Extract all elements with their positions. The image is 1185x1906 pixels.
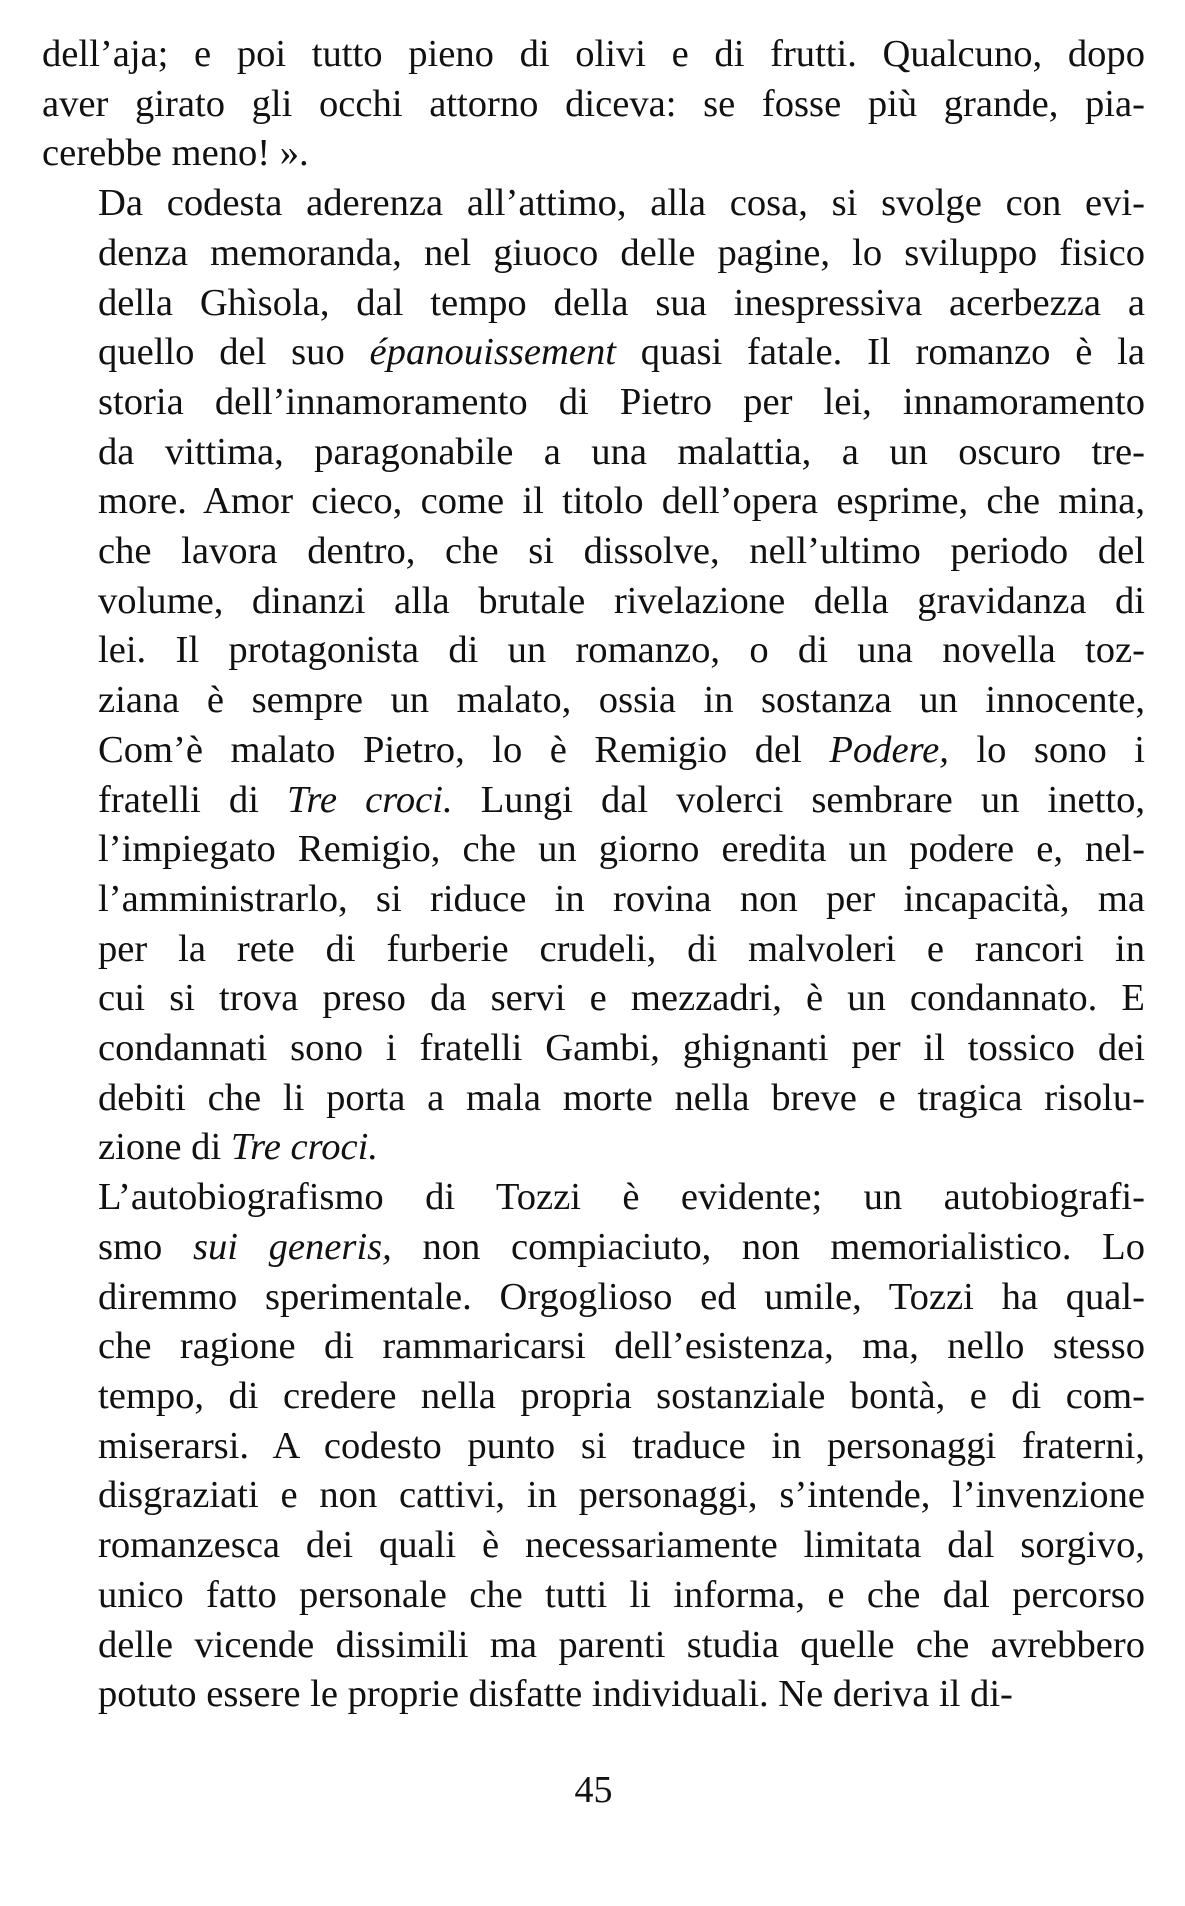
text-segment: lei. Il protagonista di un romanzo, o di una novella toz- bbox=[98, 629, 1145, 672]
text-segment: ziana è sempre un malato, ossia in sostanza un innocente, bbox=[98, 679, 1145, 722]
text-line bbox=[42, 577, 1145, 627]
page-body-text bbox=[42, 30, 1145, 1720]
paragraph bbox=[42, 1173, 1145, 1720]
text-segment: smo bbox=[98, 1225, 193, 1268]
text-line bbox=[42, 925, 1145, 975]
italic-text: Podere, bbox=[829, 728, 949, 771]
text-segment: romanzesca dei quali è necessariamente limitata dal sorgivo, bbox=[98, 1524, 1145, 1567]
text-segment: unico fatto personale che tutti li informa, e che dal percorso bbox=[98, 1573, 1145, 1616]
text-line bbox=[42, 179, 1145, 229]
text-segment: fratelli di bbox=[98, 778, 288, 821]
text-line bbox=[42, 80, 1145, 130]
text-segment: non compiaciuto, non memorialistico. Lo bbox=[391, 1225, 1145, 1268]
italic-text: sui generis, bbox=[192, 1225, 392, 1268]
text-segment: storia dell’innamoramento di Pietro per lei, innamoramento bbox=[98, 380, 1145, 423]
text-segment: dell’aja; e poi tutto pieno di olivi e di frutti. Qualcuno, dopo bbox=[42, 33, 1145, 75]
text-line bbox=[42, 1322, 1145, 1372]
text-line bbox=[42, 1372, 1145, 1422]
paragraph bbox=[42, 179, 1145, 1173]
text-segment: lo sono i bbox=[948, 728, 1145, 771]
text-segment: cerebbe meno! ». bbox=[42, 132, 309, 175]
text-segment: condannati sono i fratelli Gambi, ghignanti per il tossico dei bbox=[98, 1027, 1145, 1070]
text-segment: della Ghìsola, dal tempo della sua inespressiva acerbezza a bbox=[98, 281, 1145, 324]
text-line bbox=[42, 1621, 1145, 1671]
text-segment: Com’è malato Pietro, lo è Remigio del bbox=[98, 728, 830, 771]
text-line bbox=[42, 477, 1145, 527]
text-segment: potuto essere le proprie disfatte individuali. Ne deriva il di- bbox=[98, 1673, 1013, 1716]
text-line bbox=[42, 1123, 1145, 1173]
text-line bbox=[42, 825, 1145, 875]
text-line bbox=[42, 1223, 1145, 1273]
text-segment: aver girato gli occhi attorno diceva: se fosse più grande, pia- bbox=[42, 82, 1145, 125]
text-segment: delle vicende dissimili ma parenti studia quelle che avrebbero bbox=[98, 1623, 1145, 1666]
text-segment: miserarsi. A codesto punto si traduce in personaggi fraterni, bbox=[98, 1424, 1145, 1467]
text-line bbox=[42, 229, 1145, 279]
text-segment: L’autobiografismo di Tozzi è evidente; un autobiografi- bbox=[98, 1176, 1145, 1219]
italic-text: Tre croci. bbox=[287, 778, 453, 821]
text-line bbox=[42, 378, 1145, 428]
text-segment: volume, dinanzi alla brutale rivelazione della gravidanza di bbox=[98, 579, 1145, 622]
text-line bbox=[42, 527, 1145, 577]
text-segment: che lavora dentro, che si dissolve, nell’ultimo periodo del bbox=[98, 530, 1145, 573]
text-segment: quello del suo bbox=[98, 331, 370, 374]
text-segment: debiti che li porta a mala morte nella breve e tragica risolu- bbox=[98, 1076, 1145, 1119]
text-line bbox=[42, 676, 1145, 726]
text-line bbox=[42, 626, 1145, 676]
text-line bbox=[42, 1273, 1145, 1323]
text-segment: per la rete di furberie crudeli, di malvoleri e rancori in bbox=[98, 927, 1145, 970]
text-segment: diremmo sperimentale. Orgoglioso ed umile, Tozzi ha qual- bbox=[98, 1275, 1145, 1318]
text-segment: cui si trova preso da servi e mezzadri, è un condannato. E bbox=[98, 977, 1145, 1020]
text-line bbox=[42, 1521, 1145, 1571]
text-line bbox=[42, 428, 1145, 478]
text-line bbox=[42, 328, 1145, 378]
text-segment: l’amministrarlo, si riduce in rovina non per incapacità, ma bbox=[98, 877, 1145, 920]
text-segment: denza memoranda, nel giuoco delle pagine, lo sviluppo fisico bbox=[98, 231, 1145, 274]
text-line bbox=[42, 726, 1145, 776]
text-segment: disgraziati e non cattivi, in personaggi, s’intende, l’invenzione bbox=[98, 1474, 1145, 1517]
text-line bbox=[42, 1024, 1145, 1074]
text-line bbox=[42, 974, 1145, 1024]
text-line bbox=[42, 1670, 1145, 1720]
page-number: 45 bbox=[574, 1769, 613, 1811]
text-segment: che ragione di rammaricarsi dell’esistenza, ma, nello stesso bbox=[98, 1325, 1145, 1368]
text-line bbox=[42, 1471, 1145, 1521]
text-line bbox=[42, 776, 1145, 826]
text-segment: more. Amor cieco, come il titolo dell’opera esprime, che mina, bbox=[98, 480, 1145, 523]
italic-text: Tre croci. bbox=[230, 1126, 378, 1169]
text-segment: Lungi dal volerci sembrare un inetto, bbox=[452, 778, 1146, 821]
text-line bbox=[42, 129, 1145, 179]
text-line bbox=[42, 1422, 1145, 1472]
italic-text: épanouissement bbox=[369, 331, 616, 374]
text-segment: l’impiegato Remigio, che un giorno eredita un podere e, nel- bbox=[98, 828, 1145, 871]
paragraph bbox=[42, 30, 1145, 179]
text-line bbox=[42, 1074, 1145, 1124]
text-line bbox=[42, 1173, 1145, 1223]
text-line bbox=[42, 875, 1145, 925]
text-segment: Da codesta aderenza all’attimo, alla cosa, si svolge con evi- bbox=[98, 182, 1145, 225]
text-segment: quasi fatale. Il romanzo è la bbox=[615, 331, 1145, 374]
text-segment: da vittima, paragonabile a una malattia, a un oscuro tre- bbox=[98, 430, 1145, 473]
text-line bbox=[42, 30, 1145, 80]
text-segment: zione di bbox=[98, 1126, 231, 1169]
book-page bbox=[42, 30, 1145, 1870]
text-line bbox=[42, 279, 1145, 329]
text-line bbox=[42, 1571, 1145, 1621]
text-segment: tempo, di credere nella propria sostanziale bontà, e di com- bbox=[98, 1374, 1145, 1417]
